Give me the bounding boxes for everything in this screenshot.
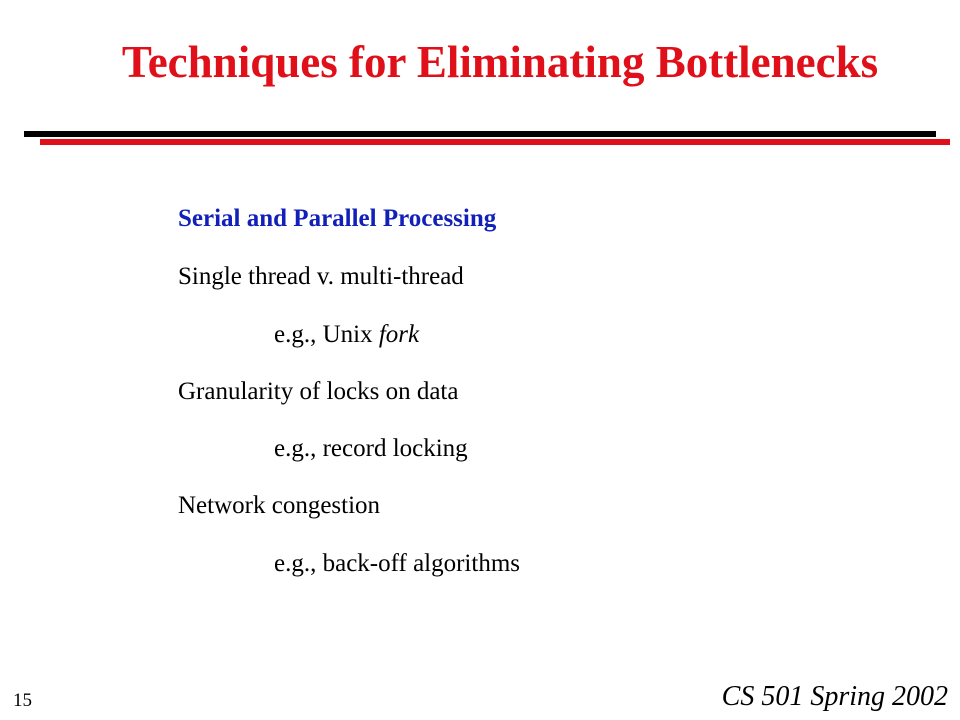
sub-bullet-unix-fork [274,320,419,350]
sub-bullet-backoff: e.g., back-off algorithms [274,550,520,577]
sub-bullet-record-locking: e.g., record locking [274,435,468,462]
bullet-lock-granularity: Granularity of locks on data [178,378,459,405]
course-footer: CS 501 Spring 2002 [721,681,948,712]
section-heading: Serial and Parallel Processing [178,205,497,232]
bullet-single-thread: Single thread v. multi-thread [178,263,464,290]
page-number: 15 [13,690,32,711]
title-divider-black [24,131,936,137]
title-divider-red [40,139,950,145]
sub-bullet-emphasis: fork [378,321,420,348]
sub-bullet-prefix: e.g., Unix [274,321,379,348]
slide-title: Techniques for Eliminating Bottlenecks [121,37,879,87]
bullet-network-congestion: Network congestion [178,492,381,519]
